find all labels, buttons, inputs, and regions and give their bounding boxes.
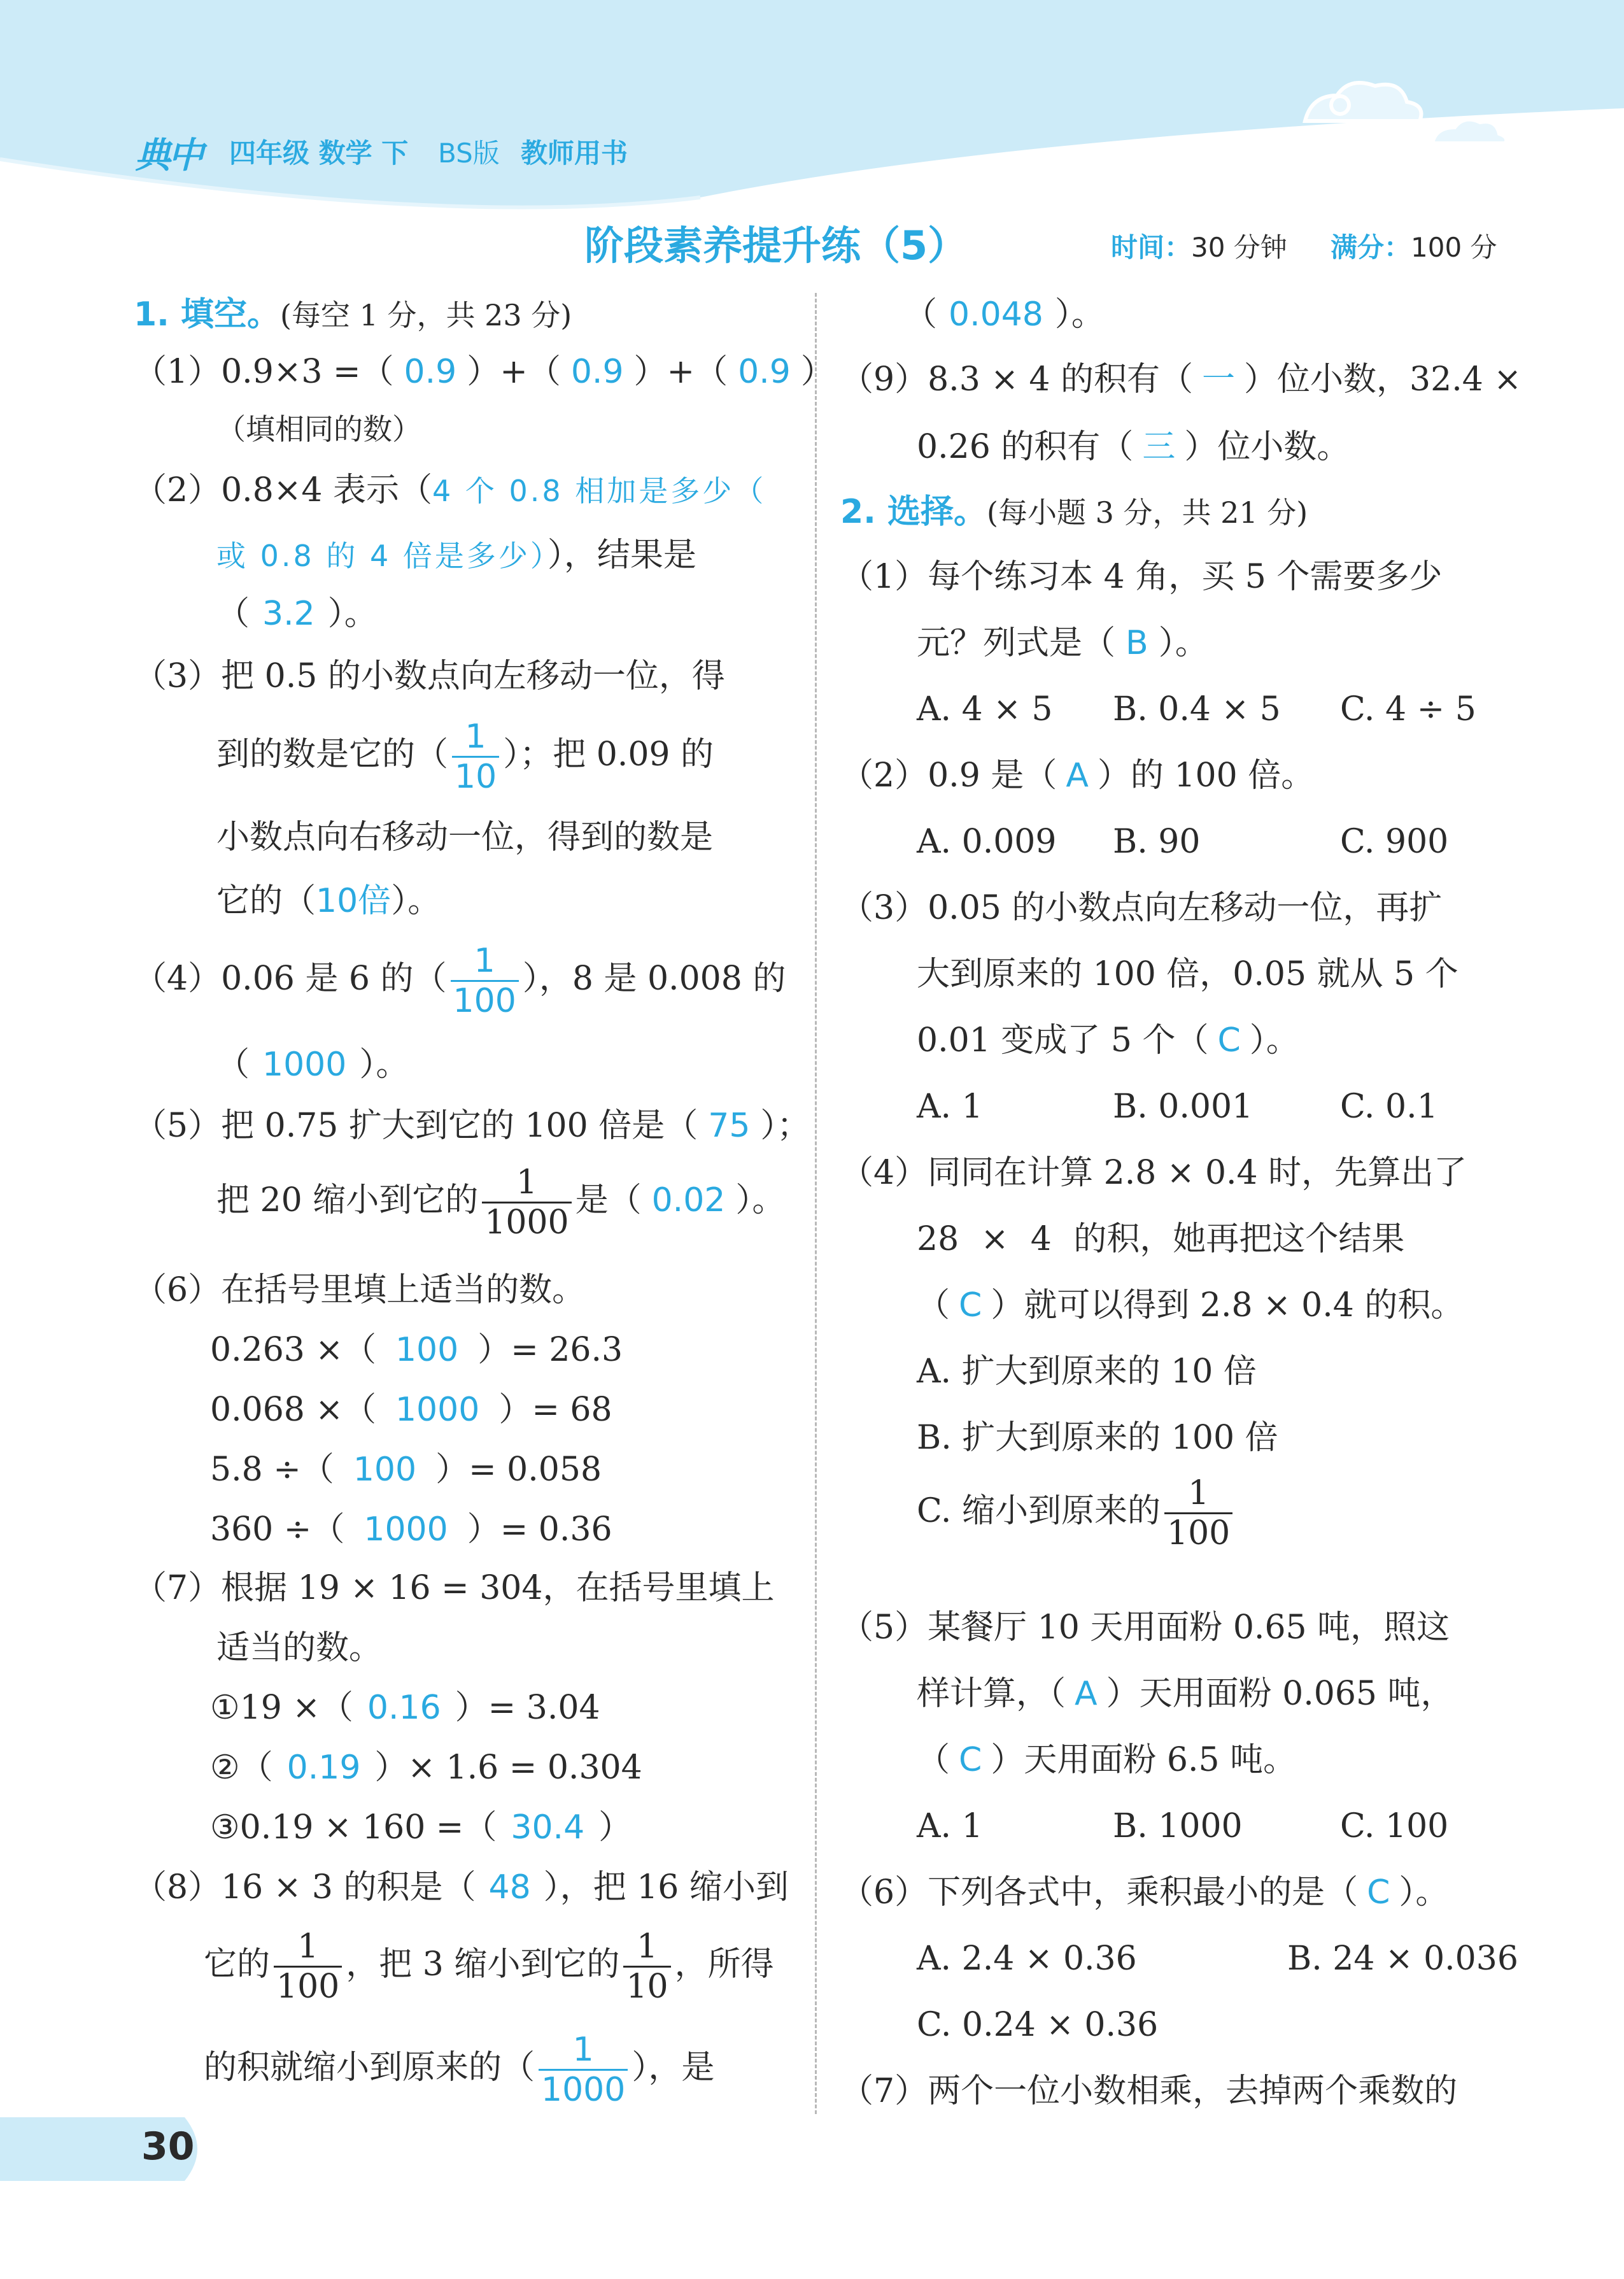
s1-q2-text: （ <box>216 595 250 633</box>
s1-q4-text: （4）0.06 是 6 的（ <box>134 960 447 998</box>
s1-q5 <box>134 1105 810 1146</box>
s2-q6-option-a: A. 2.4 × 0.36 <box>917 1940 1137 1978</box>
s2-q1-text: 元？列式是（ <box>917 624 1116 662</box>
s2-q5: （5）某餐厅 10 天用面粉 0.65 吨，照这 <box>840 1608 1450 1647</box>
row-text: ）= 3.04 <box>455 1689 600 1727</box>
s2-q1-line2 <box>917 623 1208 664</box>
s1-q5-text: 是（ <box>575 1181 642 1219</box>
s2-q3-line2: 大到原来的 100 倍，0.05 就从 5 个 <box>917 955 1458 993</box>
s2-q2-option-c: C. 900 <box>1340 823 1449 861</box>
row-text: ）= 0.058 <box>435 1451 602 1489</box>
s1-q1-text: ）+（ <box>467 353 561 391</box>
s1-q2 <box>134 470 766 511</box>
s2-q7: （7）两个一位小数相乘，去掉两个乘数的 <box>840 2072 1458 2110</box>
s1-q2-answer-2: 3.2 <box>262 595 315 633</box>
s1-q2-text: ），结果是 <box>547 536 696 574</box>
fraction-denominator: 1000 <box>482 1202 571 1239</box>
page-number: 30 <box>141 2124 195 2169</box>
row-text: ）= 26.3 <box>477 1331 623 1369</box>
s1-q2-answer-1b: 或 0.8 的 4 倍是多少） <box>216 539 547 573</box>
fraction-denominator: 1000 <box>539 2069 628 2106</box>
s1-q1-answer-1: 0.9 <box>404 353 457 391</box>
s2-q1-text: ）。 <box>1158 624 1208 662</box>
s1-q1-note: （填相同的数） <box>216 412 421 446</box>
s2-q6 <box>840 1872 1448 1913</box>
s2-q5-answer-1: A <box>1075 1675 1098 1713</box>
s1-q7: （7）根据 19 × 16 = 304，在括号里填上 <box>134 1569 775 1607</box>
s2-q3: （3）0.05 的小数点向左移动一位，再扩 <box>840 889 1443 927</box>
s1-q9-line2 <box>917 427 1350 467</box>
s1-q6: （6）在括号里填上适当的数。 <box>134 1271 586 1309</box>
s2-q4-line3 <box>917 1285 1464 1326</box>
s1-q8-answer-1: 48 <box>488 1868 531 1906</box>
s1-q9-answer-1: 一 <box>1202 360 1236 399</box>
fraction-numerator: 1 <box>636 1928 658 1966</box>
s2-q1-answer: B <box>1126 624 1148 662</box>
s1-q8-text: 它的 <box>204 1945 271 1984</box>
s1-q1-answer-3: 0.9 <box>738 353 791 391</box>
s2-q5-line3 <box>917 1740 1296 1780</box>
time-label: 时间： <box>1111 232 1192 263</box>
s2-q4-text: （ <box>917 1286 950 1324</box>
s1-q5-line2 <box>216 1163 786 1242</box>
s2-q4-text: ）就可以得到 2.8 × 0.4 的积。 <box>991 1286 1464 1324</box>
s1-q9-answer-2: 三 <box>1142 428 1176 466</box>
s1-q8-text: （8）16 × 3 的积是（ <box>134 1868 476 1906</box>
row-text: ） <box>598 1808 632 1847</box>
brand-logo: 典中 <box>135 135 201 176</box>
s2-q3-text: 0.01 变成了 5 个（ <box>917 1021 1209 1060</box>
s2-q4-option-c <box>917 1474 1236 1552</box>
fraction-numerator: 1 <box>1188 1474 1210 1512</box>
s1-q4 <box>134 942 786 1020</box>
s1-q4-text: ）。 <box>359 1046 409 1084</box>
fraction-numerator: 1 <box>474 942 495 980</box>
s1-q6-answer: 100 <box>395 1331 459 1369</box>
fraction-numerator: 1 <box>465 718 486 756</box>
s1-q5-text: （5）把 0.75 扩大到它的 100 倍是（ <box>134 1107 698 1145</box>
s1-q3: （3）把 0.5 的小数点向左移动一位，得 <box>134 657 725 695</box>
row-text: 5.8 ÷（ <box>210 1451 334 1489</box>
s2-q4-answer: C <box>959 1286 982 1324</box>
s1-q4-line2 <box>216 1044 409 1085</box>
time-value: 30 分钟 <box>1191 232 1287 263</box>
s2-q6-answer: C <box>1367 1873 1390 1912</box>
s2-q5-option-b: B. 1000 <box>1113 1807 1243 1845</box>
row-text: ）× 1.6 = 0.304 <box>374 1749 642 1787</box>
s1-q5-text: 把 20 缩小到它的 <box>216 1181 479 1219</box>
s1-q3-text: 到的数是它的（ <box>216 735 449 774</box>
header-banner <box>0 0 1624 210</box>
s1-q6-answer: 1000 <box>364 1510 448 1549</box>
fraction-denominator: 10 <box>623 1966 670 2003</box>
fraction-numerator: 1 <box>516 1163 537 1202</box>
row-text: ①19 ×（ <box>210 1689 353 1727</box>
s1-q1-text: ） <box>800 353 834 391</box>
section1-heading: 1. 填空。 <box>134 295 281 334</box>
s1-q9-text: ）位小数，32.4 × <box>1244 360 1522 399</box>
s1-q5-answer-1: 75 <box>708 1107 751 1145</box>
s2-q1-option-a: A. 4 × 5 <box>917 690 1053 728</box>
s1-q2-line3 <box>216 593 378 634</box>
row-text: ③0.19 × 160 =（ <box>210 1808 497 1847</box>
s2-q4: （4）同同在计算 2.8 × 0.4 时，先算出了 <box>840 1154 1467 1192</box>
s1-q2-line2 <box>216 535 696 576</box>
s1-q9-text: （9）8.3 × 4 的积有（ <box>840 360 1194 399</box>
s1-q3-fraction-answer <box>452 718 499 796</box>
fraction-denominator: 100 <box>451 980 519 1018</box>
s1-q5-answer-2: 0.02 <box>651 1181 726 1219</box>
s2-q3-option-b: B. 0.001 <box>1113 1088 1253 1126</box>
s1-q8-line4 <box>904 294 1105 335</box>
s1-q2-answer-1: 4 个 0.8 相加是多少（ <box>432 474 766 508</box>
s1-q3-line4 <box>216 881 441 921</box>
s1-q1-answer-2: 0.9 <box>570 353 624 391</box>
s2-q2-option-b: B. 90 <box>1113 823 1201 861</box>
s1-q7-row <box>210 1687 600 1728</box>
s2-q1: （1）每个练习本 4 角，买 5 个需要多少 <box>840 558 1443 596</box>
section2-heading: 2. 选择。 <box>840 493 987 531</box>
s2-q3-text: ）。 <box>1249 1021 1299 1060</box>
option-text: C. 缩小到原来的 <box>917 1492 1161 1530</box>
s1-q6-answer: 1000 <box>395 1391 480 1429</box>
s1-q6-row <box>210 1389 612 1430</box>
fraction-denominator: 100 <box>1164 1512 1232 1550</box>
row-text: ②（ <box>210 1749 273 1787</box>
s1-q4-text: （ <box>216 1046 250 1084</box>
s1-q5-text: ）。 <box>735 1181 786 1219</box>
s1-q8-answer-3: 0.048 <box>949 295 1043 334</box>
score-info <box>1331 227 1497 265</box>
s1-q6-row <box>210 1509 612 1550</box>
s1-q1-text: （1）0.9×3 =（ <box>134 353 394 391</box>
s2-q5-text: ）天用面粉 6.5 吨。 <box>991 1741 1297 1779</box>
s2-q5-answer-2: C <box>959 1741 982 1779</box>
s1-q6-answer: 100 <box>353 1451 417 1489</box>
s2-q3-line3 <box>917 1020 1299 1061</box>
s2-q2-text: （2）0.9 是（ <box>840 756 1057 795</box>
score-label: 满分： <box>1331 232 1411 263</box>
s1-q3-text: ）；把 0.09 的 <box>503 735 714 774</box>
s1-q4-text: ），8 是 0.008 的 <box>522 960 786 998</box>
s2-q3-option-c: C. 0.1 <box>1340 1088 1438 1126</box>
s2-q4-option-a: A. 扩大到原来的 10 倍 <box>917 1352 1257 1391</box>
s1-q8-fraction-answer <box>539 2031 628 2109</box>
s1-q9-text: 0.26 的积有（ <box>917 428 1134 466</box>
s2-q6-option-b: B. 24 × 0.036 <box>1287 1940 1518 1978</box>
s2-q2 <box>840 755 1314 796</box>
s1-q8-text: ），把 16 缩小到 <box>543 1868 789 1906</box>
header-role: 教师用书 <box>521 138 628 169</box>
section2-note: (每小题 3 分，共 21 分) <box>987 495 1308 530</box>
s2-q1-option-c: C. 4 ÷ 5 <box>1340 690 1476 728</box>
s1-q7-answer: 0.16 <box>367 1689 441 1727</box>
s1-q3-line2 <box>216 718 714 796</box>
s1-q8-text: ，所得 <box>674 1945 774 1984</box>
header-book: 四年级 数学 下 <box>229 138 409 169</box>
s1-q7-line2: 适当的数。 <box>216 1629 383 1667</box>
s1-q4-answer-2: 1000 <box>262 1046 347 1084</box>
s1-q8-line2 <box>204 1928 774 2006</box>
s1-q9 <box>840 359 1522 400</box>
row-text: ）= 0.36 <box>467 1510 612 1549</box>
s1-q7-row <box>210 1747 642 1788</box>
row-text: 0.263 ×（ <box>210 1331 376 1369</box>
s1-q3-text: ）。 <box>391 882 441 920</box>
row-text: 0.068 ×（ <box>210 1391 376 1429</box>
s2-q4-option-b: B. 扩大到原来的 100 倍 <box>917 1419 1278 1457</box>
s1-q8-text: ，把 3 缩小到它的 <box>346 1945 620 1984</box>
section1-note: (每空 1 分，共 23 分) <box>280 298 572 332</box>
s1-q7-row <box>210 1807 632 1848</box>
s1-q8-text: 的积就缩小到原来的（ <box>204 2048 535 2087</box>
s1-q3-line3: 小数点向右移动一位，得到的数是 <box>216 818 714 856</box>
s2-q6-text: ）。 <box>1399 1873 1449 1912</box>
s1-q9-text: ）位小数。 <box>1184 428 1350 466</box>
s1-q7-answer: 0.19 <box>286 1749 361 1787</box>
header-edition: BS版 <box>438 138 500 169</box>
s1-q7-answer: 30.4 <box>511 1808 585 1847</box>
s2-q5-line2 <box>917 1673 1454 1714</box>
row-text: ）= 68 <box>498 1391 612 1429</box>
s1-q1-text: ）+（ <box>633 353 728 391</box>
s2-q2-text: ）的 100 倍。 <box>1097 756 1315 795</box>
s2-q3-option-a: A. 1 <box>917 1088 983 1126</box>
s2-q3-answer: C <box>1217 1021 1241 1060</box>
s1-q1 <box>134 351 834 392</box>
s1-q4-fraction-answer <box>451 944 519 1018</box>
s1-q2-text: ）。 <box>327 595 378 633</box>
fraction-denominator: 10 <box>452 756 499 793</box>
s1-q8-text: ），是 <box>632 2048 715 2087</box>
s2-q5-text: 样计算，（ <box>917 1675 1066 1713</box>
s2-q5-text: ）天用面粉 0.065 吨， <box>1106 1675 1454 1713</box>
s1-q8-text: （ <box>904 295 938 334</box>
s1-q8-fraction-1 <box>274 1928 342 2006</box>
page-title: 阶段素养提升练（5） <box>584 222 968 269</box>
s2-q6-text: （6）下列各式中，乘积最小的是（ <box>840 1873 1359 1912</box>
s2-q1-option-b: B. 0.4 × 5 <box>1113 690 1281 728</box>
s2-q5-text: （ <box>917 1741 950 1779</box>
s2-q5-option-a: A. 1 <box>917 1807 983 1845</box>
s1-q8-line3 <box>204 2031 715 2109</box>
row-text: 360 ÷（ <box>210 1510 345 1549</box>
s2-q4-fraction <box>1164 1474 1232 1552</box>
time-info <box>1111 227 1287 265</box>
s1-q8 <box>134 1867 789 1908</box>
s2-q4-line2: 28 × 4 的积，她再把这个结果 <box>917 1220 1405 1258</box>
fraction-numerator: 1 <box>572 2031 594 2069</box>
column-divider <box>815 293 817 2114</box>
s2-q6-option-c: C. 0.24 × 0.36 <box>917 2006 1159 2044</box>
fraction-denominator: 100 <box>274 1966 342 2003</box>
score-value: 100 分 <box>1411 232 1497 263</box>
s1-q3-text: 它的（ <box>216 882 316 920</box>
s2-q2-answer: A <box>1066 756 1089 795</box>
s2-q2-option-a: A. 0.009 <box>917 823 1057 861</box>
fraction-numerator: 1 <box>297 1928 319 1966</box>
section2-header <box>840 492 1308 533</box>
s1-q6-row <box>210 1449 602 1490</box>
s1-q5-fraction <box>482 1163 571 1242</box>
s1-q6-row <box>210 1330 623 1370</box>
s1-q2-text: （2）0.8×4 表示（ <box>134 471 432 509</box>
s1-q3-answer-2: 10倍 <box>316 882 392 920</box>
s1-q8-fraction-2 <box>623 1928 670 2006</box>
s1-q8-text: ）。 <box>1054 295 1105 334</box>
s1-q5-text: ）； <box>760 1107 810 1145</box>
s2-q5-option-c: C. 100 <box>1340 1807 1449 1845</box>
section1-header <box>134 294 572 336</box>
